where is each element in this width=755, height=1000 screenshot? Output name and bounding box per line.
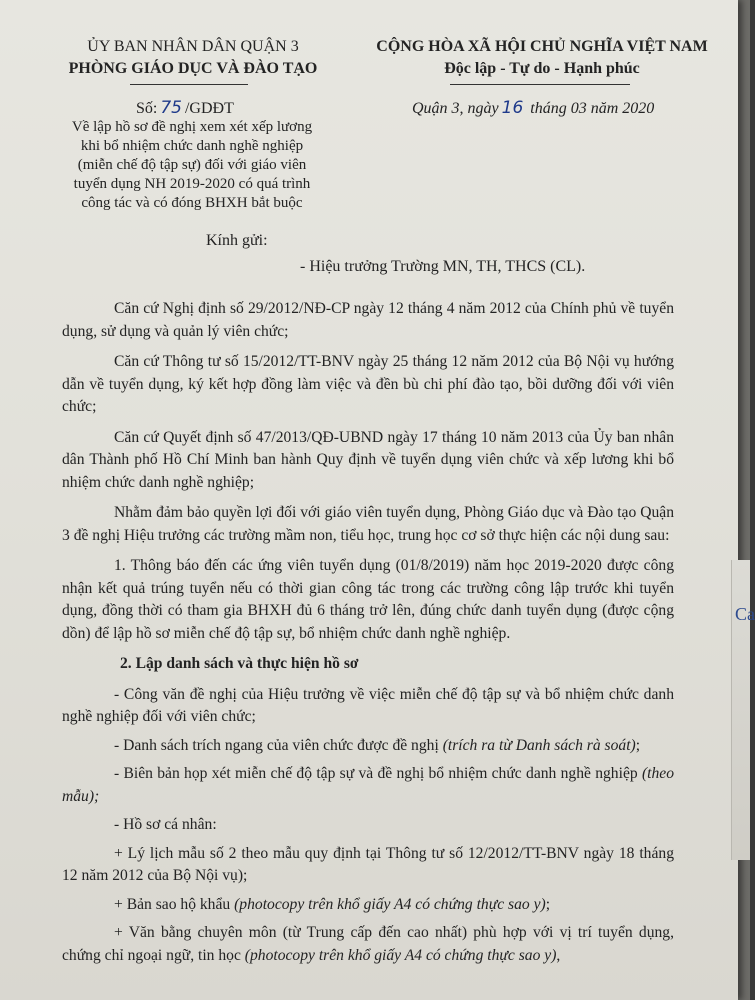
requirement-item: - Hồ sơ cá nhân: (114, 816, 217, 833)
requirement-end: , (556, 946, 561, 964)
legal-basis-2: Căn cứ Thông tư số 15/2012/TT-BNV ngày 25 tháng 12 năm 2012 của Bộ Nội vụ hướng dẫn về tuyển dụng, ký kết hợp đồng làm việc và đền bù chi phí đào tạo, bồi dưỡng đối với viên chức; (62, 353, 674, 415)
requirement-text: - Biên bản họp xét miễn chế độ tập sự và đề nghị bổ nhiệm chức danh nghề nghiệp (114, 765, 642, 782)
org-line-1: ỦY BAN NHÂN DÂN QUẬN 3 (87, 38, 299, 55)
doc-number-suffix: /GDĐT (184, 100, 234, 117)
issuing-organization (58, 36, 328, 80)
legal-basis-3: Căn cứ Quyết định số 47/2013/QĐ-UBND ngày 17 tháng 10 năm 2013 của Ủy ban nhân dân Thành phố Hồ Chí Minh ban hành Quy định về tuyển dụng viên chức và xếp lương khi bổ nhiệm chức danh nghề nghiệp; (62, 428, 674, 491)
section-2-heading: 2. Lập danh sách và thực hiện hồ sơ (120, 655, 359, 672)
document-subject (44, 118, 340, 213)
requirement-item (62, 894, 674, 917)
national-header (372, 36, 712, 80)
org-underline (130, 84, 248, 85)
requirement-item (62, 735, 674, 758)
document-body (62, 298, 674, 973)
requirement-text: + Văn bằng chuyên môn (từ Trung cấp đến cao nhất) phù hợp với vị trí tuyển dụng, chứng chỉ ngoại ngữ, tin học (62, 924, 674, 964)
motto-underline (450, 84, 630, 85)
requirement-note: (trích ra từ Danh sách rà soát) (442, 736, 636, 754)
requirement-text: + Bản sao hộ khẩu (114, 895, 235, 913)
requirement-note: (photocopy trên khổ giấy A4 có chứng thực sao y) (244, 946, 557, 964)
requirement-item: - Công văn đề nghị của Hiệu trưởng về việc miễn chế độ tập sự và bổ nhiệm chức danh nghề nghiệp đối với viên chức; (62, 685, 674, 725)
doc-number-prefix: Số: (136, 100, 158, 117)
margin-handwriting: Ca (735, 604, 755, 624)
org-line-2: PHÒNG GIÁO DỤC VÀ ĐÀO TẠO (68, 60, 318, 77)
salutation: Kính gửi: (206, 232, 268, 249)
document-number (136, 98, 234, 118)
legal-basis-1: Căn cứ Nghị định số 29/2012/NĐ-CP ngày 12 tháng 4 năm 2012 của Chính phủ về tuyển dụng, sử dụng và quản lý viên chức; (62, 300, 674, 340)
subject-line: công tác và có đóng BHXH bắt buộc (81, 195, 303, 211)
requirement-end: ; (545, 895, 551, 913)
purpose-paragraph: Nhằm đảm bảo quyền lợi đối với giáo viên tuyển dụng, Phòng Giáo dục và Đào tạo Quận 3 đề nghị Hiệu trưởng các trường mầm non, tiểu học, trung học cơ sở thực hiện các nội dung sau: (62, 504, 674, 544)
requirement-end: ; (635, 736, 641, 754)
nation-name: CỘNG HÒA XÃ HỘI CHỦ NGHĨA VIỆT NAM (376, 38, 708, 55)
requirement-note: (photocopy trên khổ giấy A4 có chứng thực sao y) (234, 895, 546, 913)
date-suffix: tháng 03 năm 2020 (526, 100, 655, 117)
subject-line: khi bổ nhiệm chức danh nghề nghiệp (80, 138, 304, 154)
requirement-item: + Lý lịch mẫu số 2 theo mẫu quy định tại Thông tư số 12/2012/TT-BNV ngày 18 tháng 12 năm 2012 của Bộ Nội vụ); (62, 844, 674, 884)
requirement-note: (theo mẫu); (62, 765, 674, 805)
item-1-paragraph: 1. Thông báo đến các ứng viên tuyển dụng (01/8/2019) năm học 2019-2020 được công nhận kết quả trúng tuyển nếu có thời gian công tác trong các trường công lập trước khi tuyển dụng, đồng thời có tham gia BHXH đủ 6 tháng trở lên, đúng chức danh tuyển dụng (được cộng dồn) để lập hồ sơ miễn chế độ tập sự, bổ nhiệm chức danh nghề nghiệp. (62, 557, 674, 642)
date-prefix: Quận 3, ngày (412, 100, 499, 117)
requirement-item (62, 922, 674, 967)
national-motto: Độc lập - Tự do - Hạnh phúc (444, 60, 640, 77)
subject-line: tuyển dụng NH 2019-2020 có quá trình (73, 176, 311, 192)
underlying-sheet-edge (731, 560, 755, 860)
requirement-item (62, 763, 674, 808)
subject-line: Về lập hồ sơ đề nghị xem xét xếp lương (71, 119, 313, 135)
handwritten-day: 16 (501, 98, 524, 118)
document-date (412, 98, 654, 118)
requirement-text: - Danh sách trích ngang của viên chức được đề nghị (114, 736, 443, 754)
subject-line: (miễn chế độ tập sự) đối với giáo viên (77, 157, 307, 173)
recipient: - Hiệu trưởng Trường MN, TH, THCS (CL). (300, 258, 586, 275)
handwritten-doc-number: 75 (160, 98, 182, 118)
